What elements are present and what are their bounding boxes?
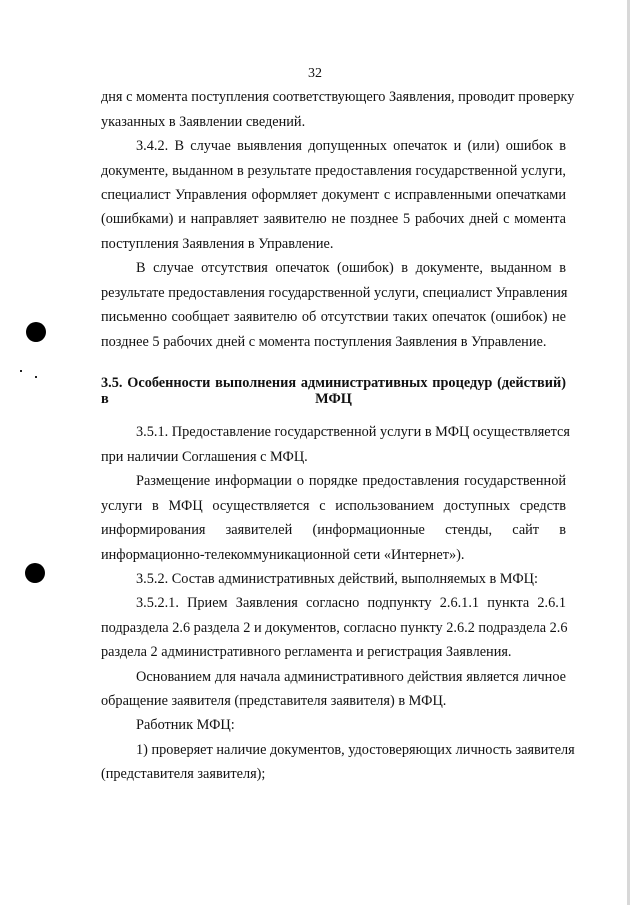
text-line: 3.4.2. В случае выявления допущенных опечаток и (или) ошибок в	[136, 138, 566, 154]
text-line: раздела 2 административного регламента и регистрация Заявления.	[101, 644, 512, 660]
text-line: информационно-телекоммуникационной сети «Интернет»).	[101, 547, 465, 563]
text-line: услуги в МФЦ осуществляется с использованием доступных средств	[101, 498, 566, 514]
text-line: 3.5.2. Состав административных действий, выполняемых в МФЦ:	[136, 571, 538, 587]
text-line: подраздела 2.6 раздела 2 и документов, согласно пункту 2.6.2 подраздела 2.6	[101, 620, 568, 636]
scan-speck	[20, 370, 22, 372]
text-line: письменно сообщает заявителю об отсутствии таких опечаток (ошибок) не	[101, 309, 566, 325]
text-line: информирования заявителей (информационные стенды, сайт в	[101, 522, 566, 538]
text-line: дня с момента поступления соответствующего Заявления, проводит проверку	[101, 89, 575, 105]
text-line: указанных в Заявлении сведений.	[101, 114, 306, 130]
text-line: Основанием для начала административного действия является личное	[136, 669, 566, 685]
text-line: (представителя заявителя);	[101, 766, 266, 782]
text-line: поступления Заявления в Управление.	[101, 236, 334, 252]
text-line: специалист Управления оформляет документ с исправленными опечатками	[101, 187, 566, 203]
text-line: Размещение информации о порядке предоставления государственной	[136, 473, 566, 489]
text-line: 3.5.1. Предоставление государственной услуги в МФЦ осуществляется	[136, 424, 570, 440]
text-line: В случае отсутствия опечаток (ошибок) в документе, выданном в	[136, 260, 566, 276]
punch-hole-mark	[26, 322, 46, 342]
punch-hole-mark	[25, 563, 45, 583]
text-line: 3.5.2.1. Прием Заявления согласно подпункту 2.6.1.1 пункта 2.6.1	[136, 595, 566, 611]
text-line: Работник МФЦ:	[136, 717, 235, 733]
page-number: 32	[308, 66, 322, 81]
text-line: 1) проверяет наличие документов, удостоверяющих личность заявителя	[136, 742, 575, 758]
section-heading: 3.5. Особенности выполнения административных процедур (действий) в	[101, 375, 566, 407]
section-heading-continued: МФЦ	[315, 391, 352, 407]
scan-speck	[35, 376, 37, 378]
text-line: обращение заявителя (представителя заявителя) в МФЦ.	[101, 693, 447, 709]
text-line: (ошибками) и направляет заявителю не позднее 5 рабочих дней с момента	[101, 211, 566, 227]
text-line: позднее 5 рабочих дней с момента поступления Заявления в Управление.	[101, 334, 547, 350]
text-line: при наличии Соглашения с МФЦ.	[101, 449, 308, 465]
text-line: документе, выданном в результате предоставления государственной услуги,	[101, 163, 566, 179]
text-line: результате предоставления государственной услуги, специалист Управления	[101, 285, 568, 301]
